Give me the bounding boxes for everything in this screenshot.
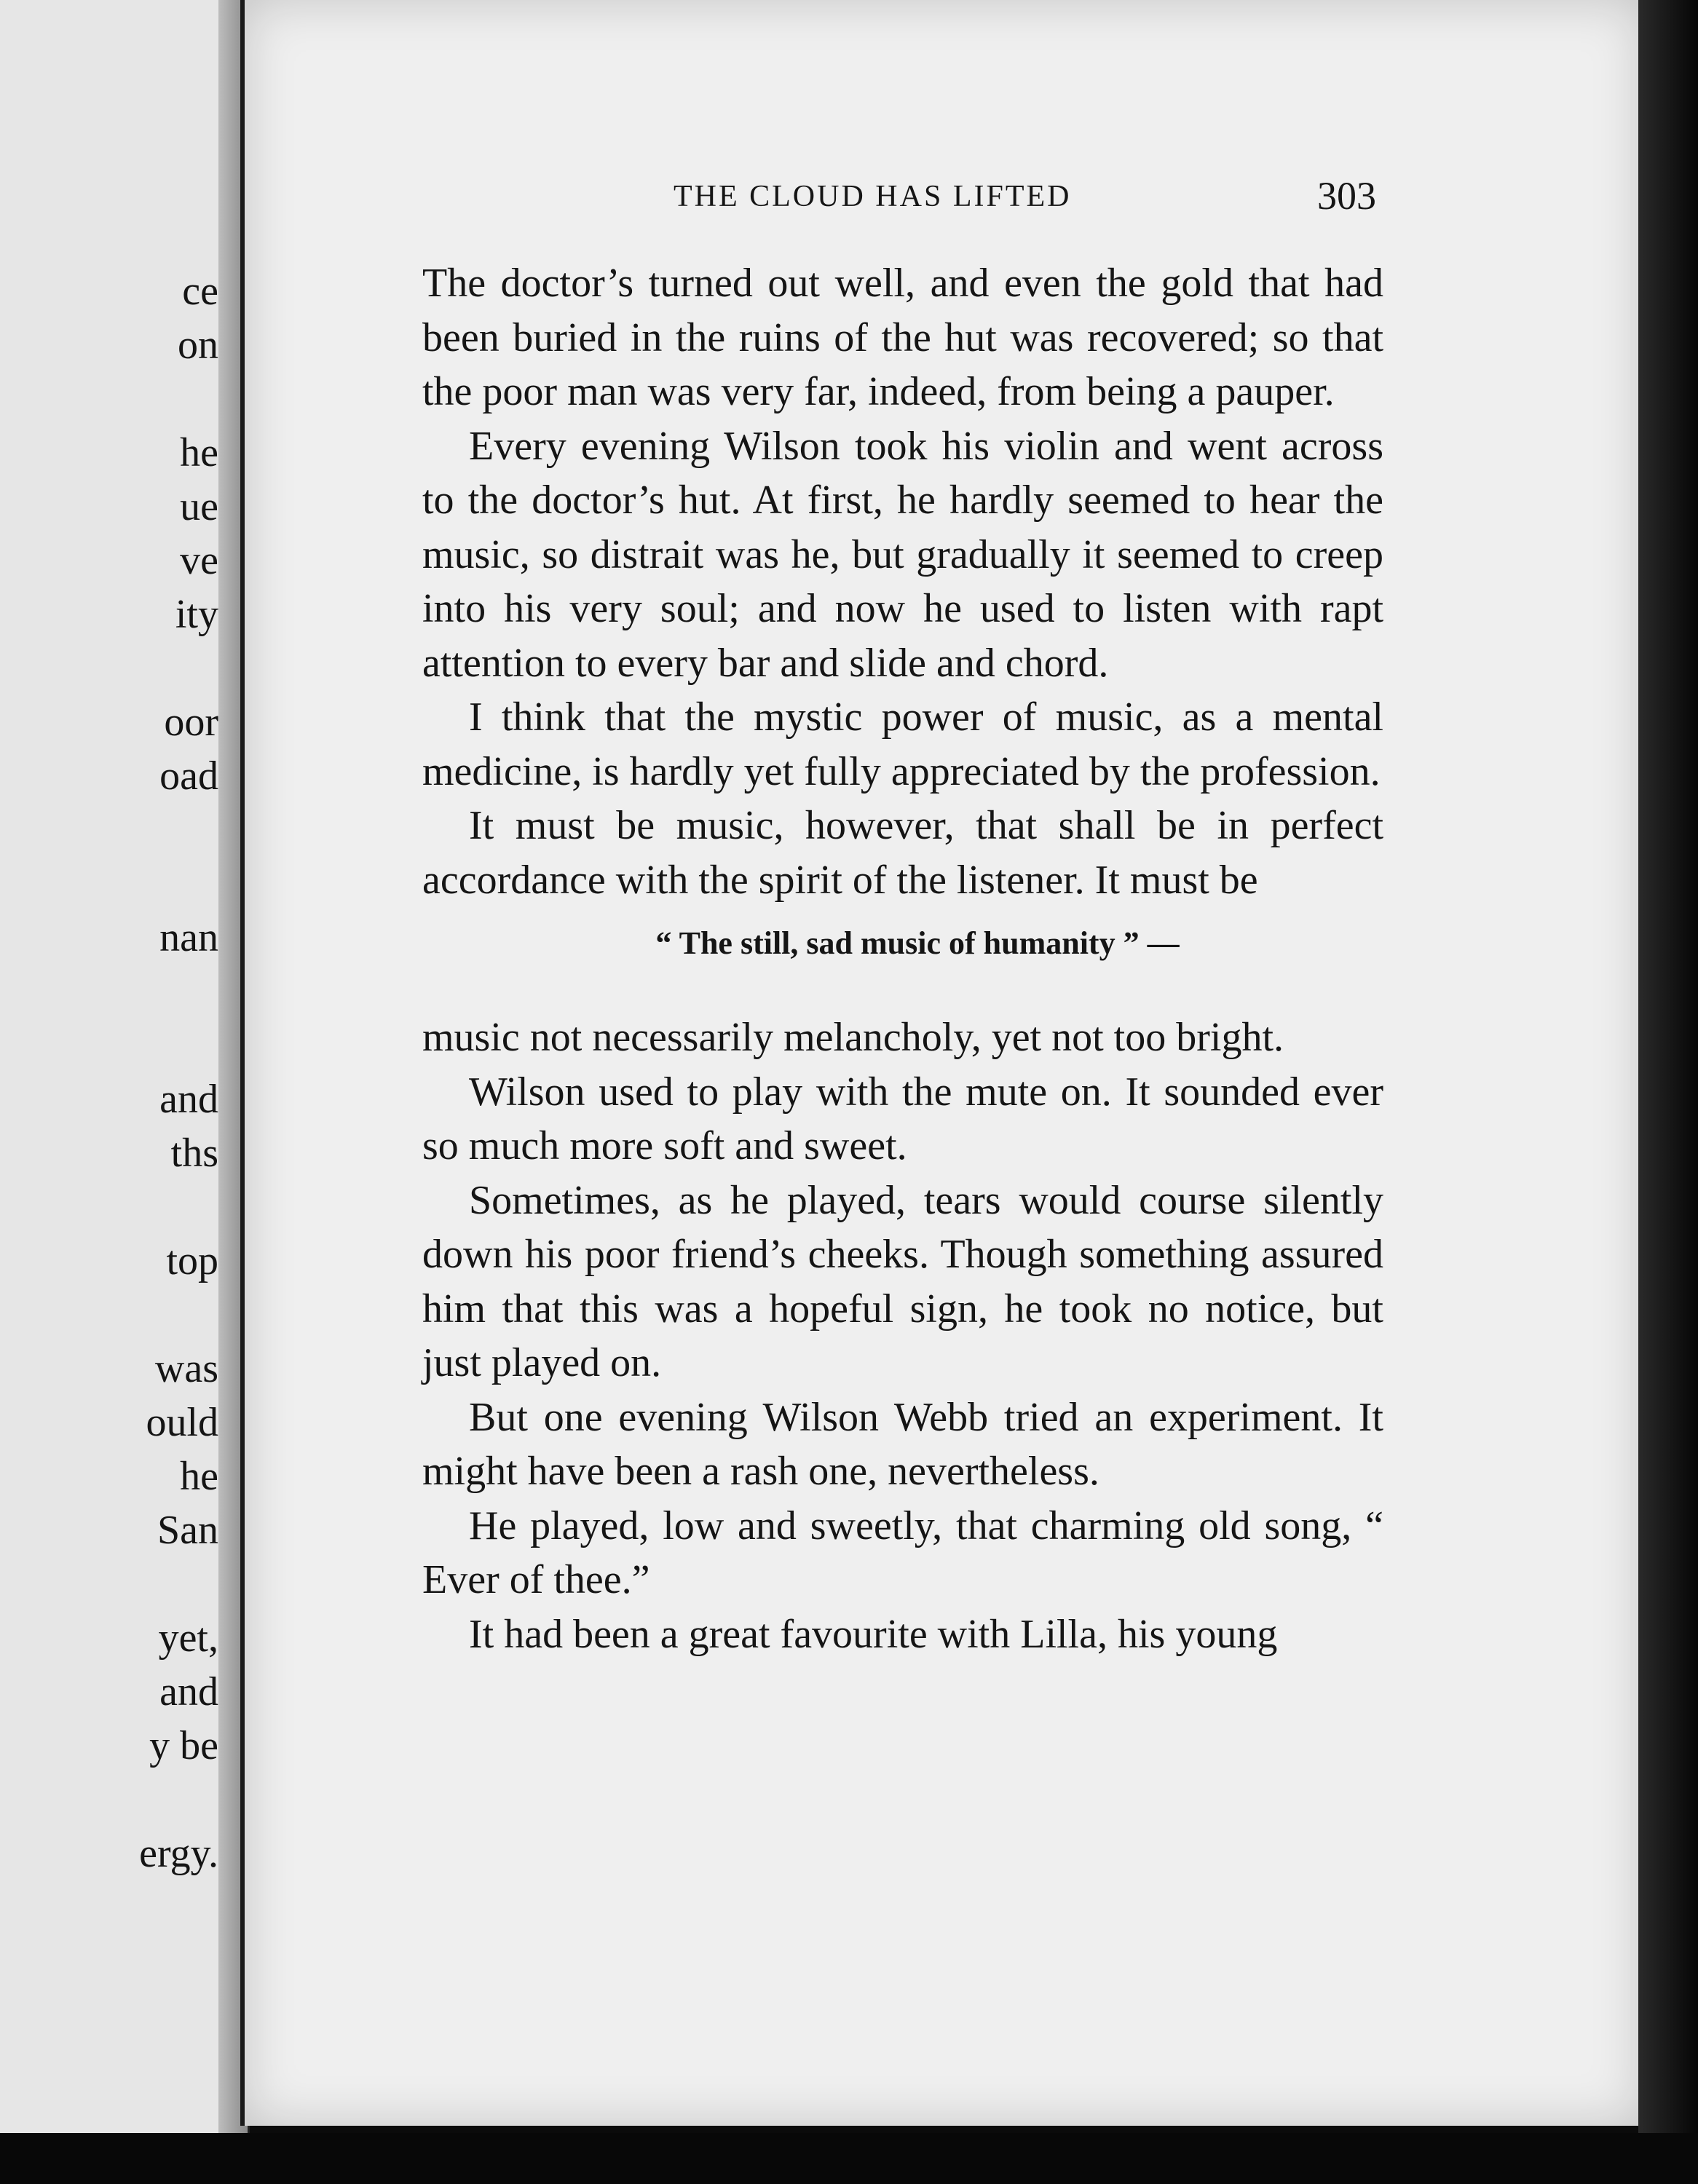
left-page-line: and: [159, 1077, 218, 1122]
page-edge-shadow: [1638, 0, 1698, 2184]
left-page-line: ergy.: [139, 1831, 218, 1876]
left-page-line: San: [157, 1508, 218, 1553]
left-page-line: on: [178, 323, 218, 368]
page-number: 303: [1317, 174, 1376, 218]
left-page-line: yet,: [158, 1615, 218, 1661]
paragraph: He played, low and sweetly, that charming old song, “ Ever of thee.”: [422, 1503, 1383, 1602]
left-page-line: top: [166, 1238, 218, 1283]
left-page-line: nan: [159, 915, 218, 960]
running-head: THE CLOUD HAS LIFTED: [674, 180, 1072, 213]
paragraph: Sometimes, as he played, tears would course silently down his poor friend’s cheeks. Though something assured him that this was a hopeful sign, he took no notice, but just played on.: [422, 1177, 1383, 1385]
paragraph: Every evening Wilson took his violin and went across to the doctor’s hut. At first, he hardly seemed to hear the music, so distrait was he, but gradually it seemed to creep into his very soul; and now he used to listen with rapt attention to every bar and slide and chord.: [422, 423, 1383, 686]
left-page-line: was: [154, 1346, 218, 1391]
paragraph: But one evening Wilson Webb tried an experiment. It might have been a rash one, nevertheless.: [422, 1394, 1383, 1494]
left-page-line: ve: [180, 538, 218, 583]
left-page-line: y be: [149, 1723, 218, 1768]
left-page-line: he: [180, 1454, 218, 1499]
paragraph: The doctor’s turned out well, and even the gold that had been buried in the ruins of the hut was recovered; so that the poor man was very far, indeed, from being a pauper.: [422, 261, 1383, 414]
left-page-line: he: [180, 430, 218, 475]
left-page-line: oor: [164, 700, 218, 745]
paragraph: It had been a great favourite with Lilla, his young: [469, 1611, 1278, 1657]
paragraph: music not necessarily melancholy, yet not too bright.: [422, 1015, 1284, 1060]
paragraph: I think that the mystic power of music, as a mental medicine, is hardly yet fully appreciated by the profession.: [422, 695, 1383, 794]
left-page-line: ity: [175, 592, 218, 637]
left-page-line: ue: [180, 484, 218, 529]
left-page-line: ce: [182, 269, 218, 314]
scan-bottom-border: [0, 2133, 1698, 2184]
left-page-line: oad: [159, 753, 218, 799]
left-page-line: and: [159, 1669, 218, 1714]
left-page-line: ould: [146, 1400, 218, 1445]
left-page-line: ths: [170, 1131, 218, 1176]
paragraph: It must be music, however, that shall be in perfect accordance with the spirit of the listener. It must be: [422, 803, 1383, 903]
paragraph: Wilson used to play with the mute on. It sounded ever so much more soft and sweet.: [422, 1069, 1383, 1168]
body-text: [422, 256, 1383, 1661]
page-header: [422, 173, 1376, 224]
left-page-fragment: [0, 0, 250, 2133]
block-quote: “ The still, sad music of humanity ” —: [655, 925, 1180, 961]
